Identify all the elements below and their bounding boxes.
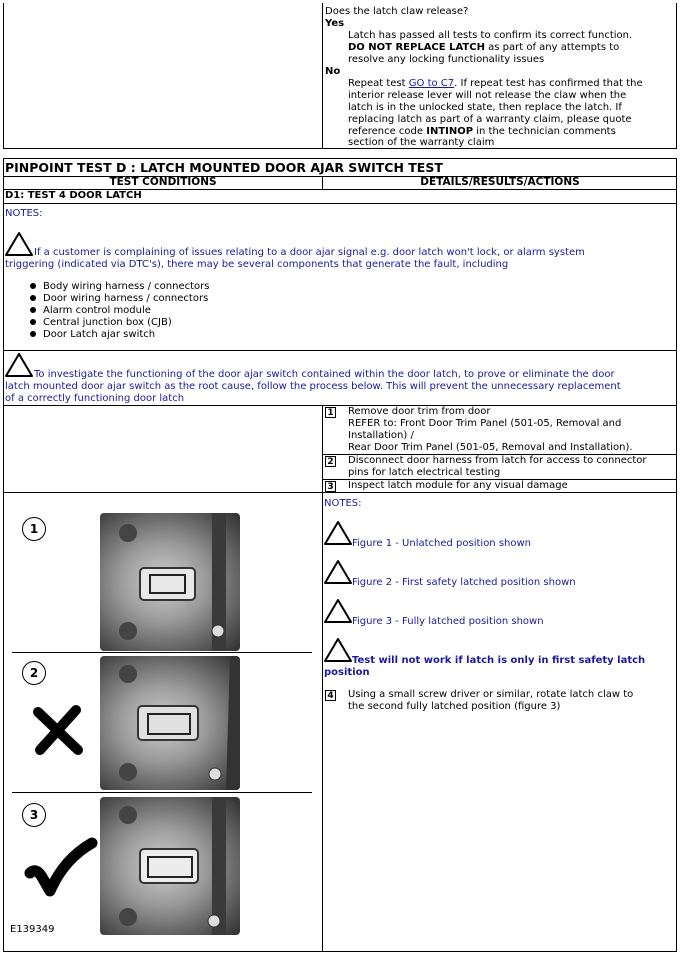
check-mark-icon <box>24 837 98 901</box>
pinpoint-title: PINPOINT TEST D : LATCH MOUNTED DOOR AJAR SWITCH TEST <box>5 160 443 175</box>
no-text-5 <box>348 126 616 138</box>
step-4-line-2: the second fully latched position (figure 3) <box>348 701 561 712</box>
no-text-1-post: . If repeat test has confirmed that the <box>454 78 643 89</box>
col-header-details: DETAILS/RESULTS/ACTIONS <box>420 176 580 188</box>
bullet-dot <box>30 295 36 301</box>
intinop-code: INTINOP <box>426 126 474 137</box>
bullet-dot <box>30 307 36 313</box>
notes-label: NOTES: <box>5 208 43 219</box>
figure-number-3: 3 <box>22 803 46 827</box>
figure-3-note: Figure 3 - Fully latched position shown <box>352 616 544 627</box>
no-text-3: latch is in the unlocked state, then replace the latch. If <box>348 102 622 113</box>
no-text-4: replacing latch as part of a warranty claim, please quote <box>348 114 632 125</box>
latch-figure <box>10 507 314 943</box>
no-text-1-pre: Repeat test <box>348 78 409 89</box>
col-header-test-conditions: TEST CONDITIONS <box>109 176 217 188</box>
step-notes-label: NOTES: <box>324 498 362 509</box>
no-text-5-post: in the technician comments <box>473 126 616 137</box>
go-to-c7-link[interactable]: GO to C7 <box>408 78 455 89</box>
no-text-2: interior release lever will not release the claw when the <box>348 90 627 101</box>
step-number-2: 2 <box>325 456 336 467</box>
bullet-item: Door wiring harness / connectors <box>43 293 209 304</box>
first-safety-warning-line-1: Test will not work if latch is only in first safety latch <box>352 655 646 666</box>
no-text-1 <box>348 78 643 90</box>
step-1-line-4: Rear Door Trim Panel (501-05, Removal and Installation). <box>348 442 633 453</box>
latch-photo-first-safety <box>100 656 240 790</box>
warning-2-rule <box>3 405 677 406</box>
warning-triangle-icon <box>323 637 353 663</box>
latch-photo-fully-latched <box>100 797 240 935</box>
figure-code: E139349 <box>10 924 55 935</box>
figure-number-1: 1 <box>22 517 46 541</box>
yes-text-3: resolve any locking functionality issues <box>348 54 545 65</box>
warning-triangle-icon <box>323 520 353 546</box>
bullet-dot <box>30 331 36 337</box>
warning-triangle-icon <box>4 231 34 257</box>
bullet-item: Central junction box (CJB) <box>43 317 172 328</box>
bullet-dot <box>30 283 36 289</box>
step-2-line-2: pins for latch electrical testing <box>348 467 501 478</box>
warning-triangle-icon <box>4 352 34 378</box>
bullet-item: Door Latch ajar switch <box>43 329 156 340</box>
first-safety-warning-line-2: position <box>324 667 370 678</box>
latch-mechanism-icon <box>100 513 240 651</box>
step-1-line-3: Installation) / <box>348 430 414 441</box>
warning-1-line-1: If a customer is complaining of issues relating to a door ajar signal e.g. door latch won't lock, or alarm system <box>34 247 585 258</box>
warning-2-line-3: of a correctly functioning door latch <box>5 393 185 404</box>
step-number-1: 1 <box>325 407 336 418</box>
latch-mechanism-icon <box>100 797 240 935</box>
step-number-4: 4 <box>325 690 336 701</box>
figure-1-note: Figure 1 - Unlatched position shown <box>352 538 532 549</box>
warning-2-line-1: To investigate the functioning of the door ajar switch contained within the door latch, to prove or eliminate the door <box>34 369 615 380</box>
step-1-line-1: Remove door trim from door <box>348 406 491 417</box>
step-1-line-2: REFER to: Front Door Trim Panel (501-05, Removal and <box>348 418 622 429</box>
header-divider <box>322 176 323 189</box>
step-number-3: 3 <box>325 481 336 492</box>
latch-photo-unlatched <box>100 513 240 651</box>
cross-mark-icon <box>32 704 84 756</box>
figure-section-rule <box>3 492 677 493</box>
top-table-divider <box>322 3 323 149</box>
no-text-6: section of the warranty claim <box>348 137 495 148</box>
yes-label: Yes <box>325 18 345 29</box>
d1-title: D1: TEST 4 DOOR LATCH <box>5 190 142 201</box>
bullet-item: Body wiring harness / connectors <box>43 281 210 292</box>
figure-panel-separator <box>12 652 312 653</box>
warning-triangle-icon <box>323 559 353 585</box>
do-not-replace-latch: DO NOT REPLACE LATCH <box>348 42 485 53</box>
no-text-5-pre: reference code <box>348 126 427 137</box>
yes-text-1: Latch has passed all tests to confirm its correct function. <box>348 30 633 41</box>
latch-mechanism-icon <box>100 656 240 790</box>
bullet-item: Alarm control module <box>43 305 151 316</box>
bullet-dot <box>30 319 36 325</box>
warning-triangle-icon <box>323 598 353 624</box>
yes-text-2-rest: as part of any attempts to <box>484 42 620 53</box>
step-4-line-1: Using a small screw driver or similar, rotate latch claw to <box>348 689 634 700</box>
figure-2-note: Figure 2 - First safety latched position shown <box>352 577 576 588</box>
d1-rule <box>3 203 677 204</box>
latch-claw-question: Does the latch claw release? <box>325 6 469 17</box>
steps-divider <box>322 405 323 952</box>
step-2-line-1: Disconnect door harness from latch for access to connector <box>348 455 647 466</box>
figure-panel-separator <box>12 792 312 793</box>
no-label: No <box>325 66 341 77</box>
step-3-line-1: Inspect latch module for any visual damage <box>348 480 568 491</box>
warning-2-line-2: latch mounted door ajar switch as the root cause, follow the process below. This will prevent the unnecessary replacement <box>5 381 621 392</box>
warning-1-line-2: triggering (indicated via DTC's), there may be several components that generate the fault, including <box>5 259 509 270</box>
notes-rule <box>3 350 677 351</box>
figure-number-2: 2 <box>22 661 46 685</box>
yes-text-2 <box>348 42 619 54</box>
